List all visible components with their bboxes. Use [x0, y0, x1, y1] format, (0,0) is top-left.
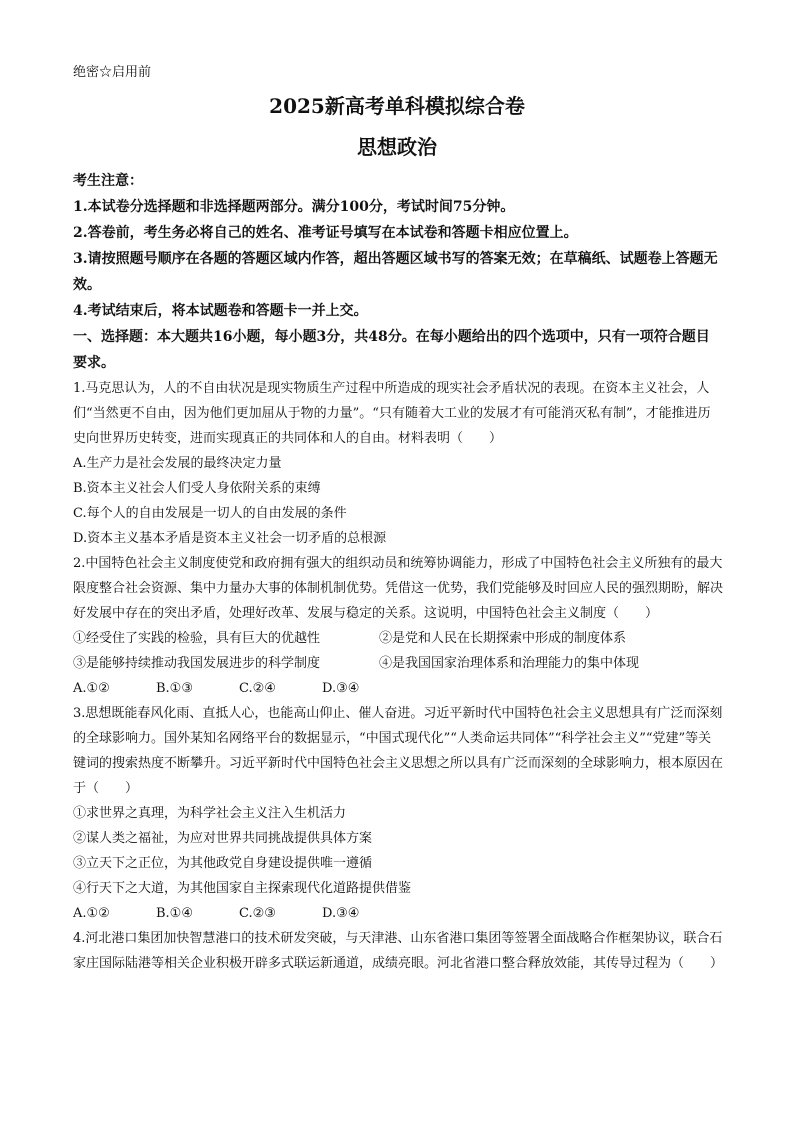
option-c: C.每个人的自由发展是一切人的自由发展的条件 [73, 506, 347, 521]
notice-item-2: 2.答卷前，考生务必将自己的姓名、准考证号填写在本试卷和答题卡相应位置上。 [73, 225, 578, 241]
question-stem: 4.河北港口集团加快智慧港口的技术研发突破，与天津港、山东省港口集团等签署全面战略合作框架协议，联合石家庄国际陆港等相关企业积极开辟多式联运新通道，成绩亮眼。河北省港口整合释放效能，其传导过程为（ ） [73, 931, 724, 971]
statement-3: ③立天下之正位，为其他政党自身建设提供唯一遵循 [73, 856, 373, 871]
option-b: B.资本主义社会人们受人身依附关系的束缚 [73, 481, 321, 496]
choice-b: B.①④ [156, 906, 193, 921]
statement-list [73, 626, 723, 676]
option-a: A.生产力是社会发展的最终决定力量 [73, 456, 282, 471]
statement-1: ①求世界之真理，为科学社会主义注入生机活力 [73, 806, 347, 821]
question-stem: 3.思想既能春风化雨、直抵人心，也能高山仰止、催人奋进。习近平新时代中国特色社会主义思想具有广泛而深刻的全球影响力。国外某知名网络平台的数据显示，“中国式现代化”“人类命运共同体”“科学社会主义”“党建”等关键词的搜索热度不断攀升。习近平新时代中国特色社会主义思想之所以具有广泛而深刻的全球影响力，根本原因在于（ ） [73, 706, 724, 796]
notice-item-4: 4.考试结束后，将本试题卷和答题卡一并上交。 [73, 303, 368, 319]
choice-c: C.②④ [239, 681, 276, 696]
exam-content [73, 168, 723, 976]
notice-item-3: 3.请按照题号顺序在各题的答题区域内作答，超出答题区域书写的答案无效；在草稿纸、试题卷上答题无效。 [73, 251, 718, 293]
statement-3: ③是能够持续推动我国发展进步的科学制度 [73, 656, 321, 671]
statement-2: ②谋人类之福祉，为应对世界共同挑战提供具体方案 [73, 831, 373, 846]
question-4 [73, 926, 723, 976]
question-1 [73, 376, 723, 551]
statement-4: ④是我国国家治理体系和治理能力的集中体现 [379, 656, 640, 671]
choice-b: B.①③ [156, 681, 193, 696]
choice-d: D.③④ [322, 681, 360, 696]
choice-d: D.③④ [322, 906, 360, 921]
section-heading: 一、选择题：本大题共16小题，每小题3分，共48分。在每小题给出的四个选项中，只有一项符合题目要求。 [73, 329, 710, 371]
notice-heading: 考生注意： [73, 173, 143, 189]
statement-1: ①经受住了实践的检验，具有巨大的优越性 [73, 631, 321, 646]
statement-2: ②是党和人民在长期探索中形成的制度体系 [379, 631, 627, 646]
notice-block [73, 168, 723, 324]
exam-title: 2025新高考单科模拟综合卷 [269, 94, 525, 118]
confidential-label: 绝密☆启用前 [73, 65, 152, 80]
choice-c: C.②③ [239, 906, 276, 921]
choice-list [73, 901, 723, 926]
choice-a: A.①② [73, 906, 110, 921]
option-d: D.资本主义基本矛盾是资本主义社会一切矛盾的总根源 [73, 531, 387, 546]
question-stem: 2.中国特色社会主义制度使党和政府拥有强大的组织动员和统筹协调能力，形成了中国特色社会主义所独有的最大限度整合社会资源、集中力量办大事的体制机制优势。凭借这一优势，我们党能够及时回应人民的强烈期盼，解决好发展中存在的突出矛盾，处理好改革、发展与稳定的关系。这说明，中国特色社会主义制度（ ） [73, 556, 724, 621]
question-2 [73, 551, 723, 701]
subject-title: 思想政治 [357, 135, 437, 159]
choice-a: A.①② [73, 681, 110, 696]
choice-list [73, 676, 723, 701]
question-stem: 1.马克思认为，人的不自由状况是现实物质生产过程中所造成的现实社会矛盾状况的表现。在资本主义社会，人们“当然更不自由，因为他们更加屈从于物的力量”。“只有随着大工业的发展才有可能消灭私有制”，才能推进历史向世界历史转变，进而实现真正的共同体和人的自由。材料表明（ ） [73, 381, 711, 446]
notice-item-1: 1.本试卷分选择题和非选择题两部分。满分100分，考试时间75分钟。 [73, 199, 515, 215]
statement-4: ④行天下之大道，为其他国家自主探索现代化道路提供借鉴 [73, 881, 412, 896]
question-3 [73, 701, 723, 926]
